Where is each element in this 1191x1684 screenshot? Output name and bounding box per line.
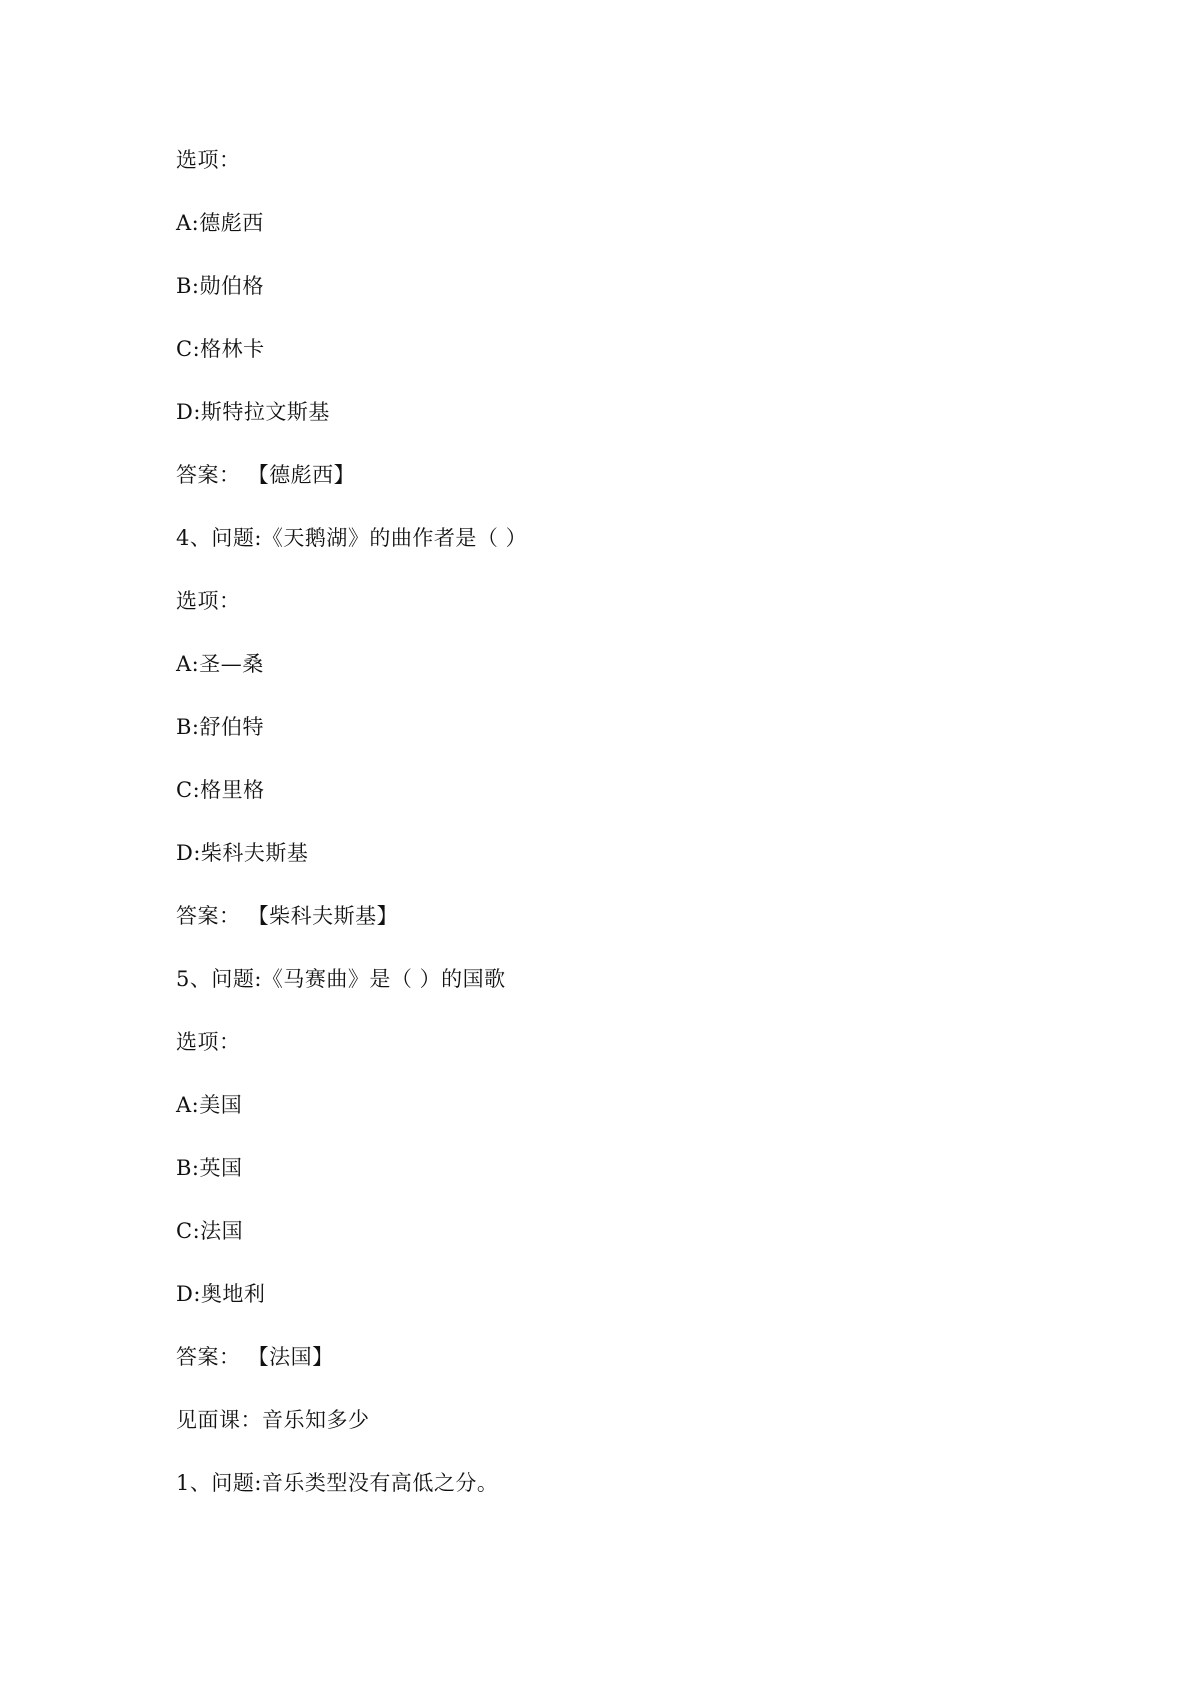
question-text: 1、问题:音乐类型没有高低之分。 (176, 1471, 499, 1495)
section-heading: 见面课：音乐知多少 (176, 1408, 370, 1432)
option-c: C:格里格 (176, 778, 265, 802)
answer-text: 答案： 【法国】 (176, 1345, 334, 1369)
option-b: B:勋伯格 (176, 274, 265, 298)
answer-text: 答案： 【柴科夫斯基】 (176, 904, 399, 928)
option-c: C:法国 (176, 1219, 244, 1243)
question-text: 5、问题:《马赛曲》是（ ）的国歌 (176, 967, 506, 991)
options-label: 选项： (176, 1030, 241, 1054)
option-b: B:英国 (176, 1156, 243, 1180)
answer-text: 答案： 【德彪西】 (176, 463, 356, 487)
option-d: D:柴科夫斯基 (176, 841, 309, 865)
option-a: A:圣—桑 (176, 652, 264, 676)
options-label: 选项： (176, 589, 241, 613)
option-a: A:美国 (176, 1093, 243, 1117)
option-c: C:格林卡 (176, 337, 265, 361)
option-a: A:德彪西 (176, 211, 264, 235)
option-b: B:舒伯特 (176, 715, 265, 739)
question-text: 4、问题:《天鹅湖》的曲作者是（ ） (176, 526, 528, 550)
option-d: D:奥地利 (176, 1282, 266, 1306)
options-label: 选项： (176, 148, 241, 172)
option-d: D:斯特拉文斯基 (176, 400, 330, 424)
